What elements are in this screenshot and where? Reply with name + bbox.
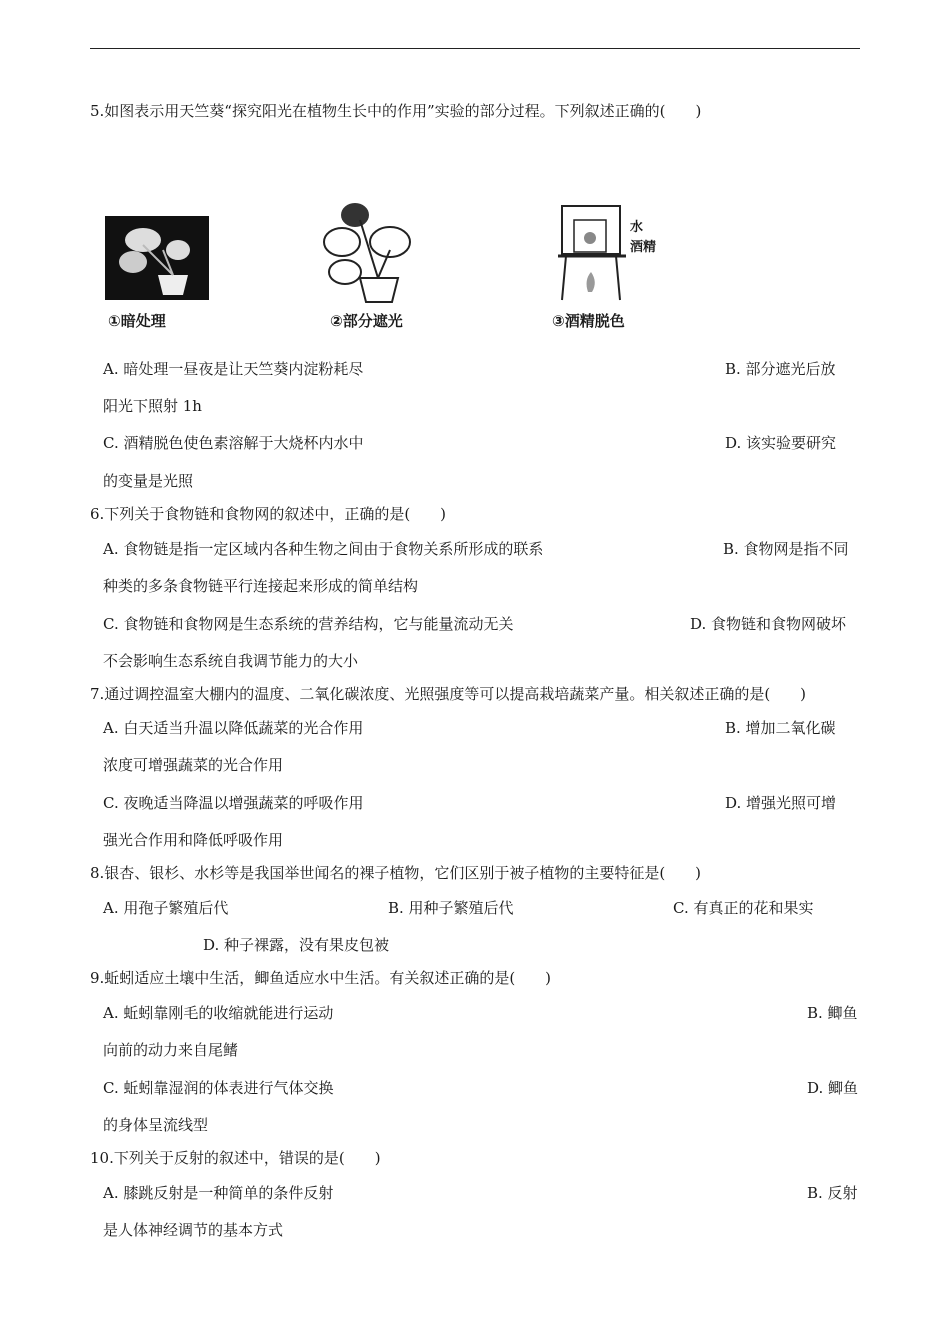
figure-caption-partial-shading: ②部分遮光 [330,312,403,330]
alcohol-decolor-figure [558,200,628,305]
q5-option-d-continued: 的变量是光照 [103,472,194,490]
q9-option-b[interactable]: B. 鲫鱼 [807,1004,858,1022]
q6-option-b[interactable]: B. 食物网是指不同 [723,540,849,558]
q9-option-b-continued: 向前的动力来自尾鳍 [103,1041,239,1059]
q9-option-c[interactable]: C. 蚯蚓靠湿润的体表进行气体交换 [103,1079,334,1097]
q5-option-c[interactable]: C. 酒精脱色使色素溶解于大烧杯内水中 [103,434,364,452]
q6-stem: 6.下列关于食物链和食物网的叙述中，正确的是( ) [90,505,447,523]
dark-treatment-figure [103,200,213,300]
q9-option-d-continued: 的身体呈流线型 [103,1116,209,1134]
q8-option-a[interactable]: A. 用孢子繁殖后代 [103,899,229,917]
q5-option-b-continued: 阳光下照射 1h [103,397,202,415]
q8-option-c[interactable]: C. 有真正的花和果实 [673,899,814,917]
q5-option-b[interactable]: B. 部分遮光后放 [725,360,836,378]
figure-caption-alcohol-decolor: ③酒精脱色 [552,312,625,330]
q6-option-d-continued: 不会影响生态系统自我调节能力的大小 [103,652,359,670]
partial-shading-figure [320,200,420,305]
q7-option-d-continued: 强光合作用和降低呼吸作用 [103,831,284,849]
water-label: 水 [630,220,644,235]
q6-option-b-continued: 种类的多条食物链平行连接起来形成的简单结构 [103,577,419,595]
q7-stem: 7.通过调控温室大棚内的温度、二氧化碳浓度、光照强度等可以提高栽培蔬菜产量。相关叙述正确的是( ) [90,685,807,703]
q10-option-a[interactable]: A. 膝跳反射是一种简单的条件反射 [103,1184,334,1202]
q9-option-d[interactable]: D. 鲫鱼 [807,1079,859,1097]
q6-option-c[interactable]: C. 食物链和食物网是生态系统的营养结构，它与能量流动无关 [103,615,514,633]
header-rule [90,48,860,49]
q5-figure [100,200,700,340]
alcohol-label: 酒精 [630,240,657,255]
q5-stem: 5.如图表示用天竺葵“探究阳光在植物生长中的作用”实验的部分过程。下列叙述正确的( ) [90,102,702,120]
figure-caption-dark-treatment: ①暗处理 [108,312,166,330]
q8-option-d[interactable]: D. 种子裸露，没有果皮包被 [203,936,390,954]
q10-stem: 10.下列关于反射的叙述中，错误的是( ) [90,1149,381,1167]
q9-option-a[interactable]: A. 蚯蚓靠刚毛的收缩就能进行运动 [103,1004,334,1022]
q8-stem: 8.银杏、银杉、水杉等是我国举世闻名的裸子植物，它们区别于被子植物的主要特征是( ) [90,864,702,882]
q6-option-a[interactable]: A. 食物链是指一定区域内各种生物之间由于食物关系所形成的联系 [103,540,544,558]
q5-option-a[interactable]: A. 暗处理一昼夜是让天竺葵内淀粉耗尽 [103,360,364,378]
q10-option-b-continued: 是人体神经调节的基本方式 [103,1221,284,1239]
q7-option-d[interactable]: D. 增强光照可增 [725,794,837,812]
q7-option-b[interactable]: B. 增加二氧化碳 [725,719,836,737]
q10-option-b[interactable]: B. 反射 [807,1184,858,1202]
q7-option-a[interactable]: A. 白天适当升温以降低蔬菜的光合作用 [103,719,364,737]
q5-option-d[interactable]: D. 该实验要研究 [725,434,837,452]
q6-option-d[interactable]: D. 食物链和食物网破坏 [690,615,847,633]
q7-option-c[interactable]: C. 夜晚适当降温以增强蔬菜的呼吸作用 [103,794,364,812]
q9-stem: 9.蚯蚓适应土壤中生活，鲫鱼适应水中生活。有关叙述正确的是( ) [90,969,552,987]
q7-option-b-continued: 浓度可增强蔬菜的光合作用 [103,756,284,774]
q8-option-b[interactable]: B. 用种子繁殖后代 [388,899,514,917]
